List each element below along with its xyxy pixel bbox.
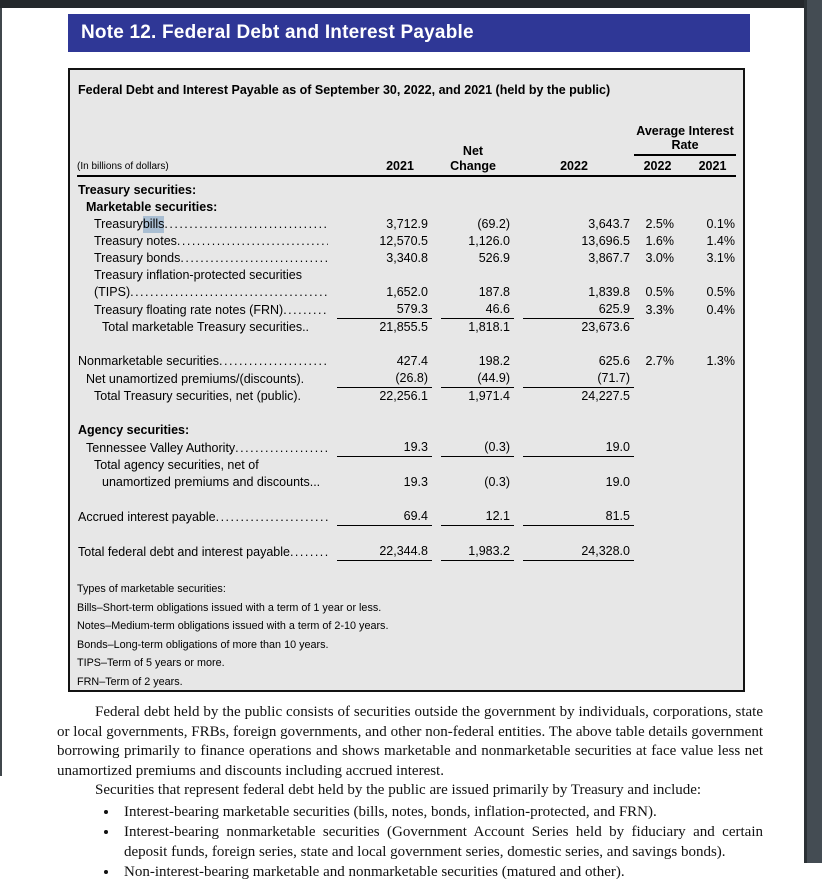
value-cell: 1,126.0: [468, 234, 510, 248]
highlighted-text: bills: [142, 217, 165, 231]
row-label: Total Treasury securities, net (public).: [94, 389, 302, 403]
value-cell: (44.9): [441, 370, 514, 388]
table-row: [77, 301, 736, 319]
bullet-item: • Interest-bearing marketable securities (bills, notes, bonds, inflation-protected, and FRN).: [119, 803, 763, 823]
section-row: Marketable securities:: [86, 200, 218, 214]
row-spacer: [77, 405, 736, 422]
table-footnotes: [77, 580, 736, 692]
securities-bullet-list: [57, 803, 763, 883]
dot-leader: [290, 544, 328, 561]
rate-column-header-2021: 2021: [698, 159, 727, 173]
value-cell: 22,256.1: [379, 389, 428, 403]
value-cell: 19.3: [403, 475, 428, 489]
row-label: Total marketable Treasury securities..: [102, 320, 310, 334]
value-cell: 46.6: [441, 301, 514, 319]
row-label: Accrued interest payable .....: [77, 509, 328, 526]
row-label-top: Total agency securities, net of: [94, 458, 259, 472]
table-row: [77, 543, 736, 561]
value-cell: 1.4%: [706, 234, 735, 248]
value-cell: 427.4: [396, 354, 428, 368]
dot-leader: [219, 353, 328, 370]
table-footnote: FRN–Term of 2 years.: [77, 675, 183, 688]
unit-label: (In billions of dollars): [77, 161, 169, 172]
value-cell: (0.3): [484, 475, 510, 489]
value-cell: 12,570.5: [379, 234, 428, 248]
value-cell: 3,712.9: [386, 217, 428, 231]
table-row: [77, 250, 736, 267]
row-label: unamortized premiums and discounts...: [102, 475, 321, 489]
value-cell: 2.7%: [645, 354, 674, 368]
rate-column-header-2022: 2022: [643, 159, 672, 173]
table-footnote: Bills–Short-term obligations issued with a term of 1 year or less.: [77, 601, 382, 614]
table-footnote: Bonds–Long-term obligations of more than 10 years.: [77, 638, 329, 651]
table-footnote: Notes–Medium-term obligations issued with a term of 2-10 years.: [77, 620, 389, 633]
body-paragraph-2: Securities that represent federal debt held by the public are issued primarily by Treasury and include:: [95, 782, 702, 798]
row-label: Treasury floating rate notes (FRN) .....: [77, 302, 328, 319]
table-row: [77, 353, 736, 370]
row-label: Tennessee Valley Authority .....: [77, 440, 328, 457]
value-cell: 21,855.5: [379, 320, 428, 334]
dot-leader: [164, 216, 328, 233]
dot-leader: [216, 509, 328, 526]
value-cell: 23,673.6: [581, 320, 630, 334]
value-cell: 1,839.8: [588, 285, 630, 299]
value-cell: (0.3): [441, 439, 514, 457]
row-label: Nonmarketable securities .....: [77, 353, 328, 370]
value-cell: 3.3%: [645, 303, 674, 317]
value-cell: 3,340.8: [386, 251, 428, 265]
value-cell: 24,227.5: [581, 389, 630, 403]
value-cell: 19.0: [523, 439, 634, 457]
value-cell: 3.0%: [645, 251, 674, 265]
column-header-2021: 2021: [386, 158, 414, 173]
value-cell: 1.6%: [645, 234, 674, 248]
value-cell: 625.9: [523, 301, 634, 319]
dot-leader: [177, 233, 328, 250]
value-cell: 0.5%: [706, 285, 735, 299]
value-cell: 3,867.7: [588, 251, 630, 265]
value-cell: 22,344.8: [337, 543, 432, 561]
avg-interest-rate-title: Average Interest Rate: [634, 124, 736, 157]
dot-leader: [180, 250, 328, 267]
table-row: [77, 233, 736, 250]
table-row: [77, 388, 736, 405]
note-banner: [68, 14, 750, 52]
value-cell: 625.6: [598, 354, 630, 368]
federal-debt-table: [68, 68, 745, 692]
value-cell: (26.8): [337, 370, 432, 388]
row-label: (TIPS) .....: [77, 284, 328, 301]
row-label-top: Treasury inflation-protected securities: [94, 268, 302, 282]
dot-leader: [235, 440, 328, 457]
table-row: [77, 284, 736, 301]
table-row: [77, 508, 736, 526]
table-row: [77, 439, 736, 457]
value-cell: 69.4: [337, 508, 432, 526]
viewer-right-edge: [804, 0, 822, 863]
value-cell: 3,643.7: [588, 217, 630, 231]
value-cell: 198.2: [478, 354, 510, 368]
body-paragraph-1: Federal debt held by the public consists of securities outside the government by individuals, corporations, state or local governments, FRBs, foreign governments, and other non-federal entities. The above table details government borrowing primarily to finance operations and shows marketable and nonmarketable securities at face value less net unamortized premiums and discounts including accrued interest.: [57, 704, 763, 779]
section-row: Treasury securities:: [78, 183, 197, 197]
value-cell: 187.8: [478, 285, 510, 299]
note-title: Note 12. Federal Debt and Interest Payable: [81, 22, 474, 43]
value-cell: 19.3: [337, 439, 432, 457]
bullet-item: • Non-interest-bearing marketable and nonmarketable securities (matured and other).: [119, 863, 763, 883]
value-cell: 3.1%: [706, 251, 735, 265]
value-cell: 0.1%: [706, 217, 735, 231]
value-cell: 1,818.1: [468, 320, 510, 334]
table-row: [77, 216, 736, 233]
value-cell: 1.3%: [706, 354, 735, 368]
row-spacer: [77, 526, 736, 543]
row-spacer: [77, 491, 736, 508]
value-cell: 19.0: [605, 475, 630, 489]
viewer-top-edge: [0, 0, 822, 8]
row-spacer: [77, 336, 736, 353]
row-label: Net unamortized premiums/(discounts).: [86, 372, 305, 386]
value-cell: (71.7): [523, 370, 634, 388]
table-title: Federal Debt and Interest Payable as of September 30, 2022, and 2021 (held by the public): [78, 83, 611, 97]
row-label: Treasury notes .....: [77, 233, 328, 250]
avg-interest-rate-group: [634, 124, 736, 174]
table-row: [77, 319, 736, 336]
value-cell: (69.2): [477, 217, 510, 231]
value-cell: 13,696.5: [581, 234, 630, 248]
value-cell: 81.5: [523, 508, 634, 526]
value-cell: 24,328.0: [523, 543, 634, 561]
value-cell: 1,652.0: [386, 285, 428, 299]
value-cell: 526.9: [478, 251, 510, 265]
table-header: [77, 117, 736, 177]
note-body: [57, 703, 763, 884]
value-cell: 2.5%: [645, 217, 674, 231]
value-cell: 1,971.4: [468, 389, 510, 403]
table-row: [77, 370, 736, 388]
value-cell: 579.3: [337, 301, 432, 319]
table-footnote: TIPS–Term of 5 years or more.: [77, 657, 225, 670]
value-cell: 0.4%: [706, 303, 735, 317]
viewer-left-edge: [0, 8, 2, 776]
value-cell: 1,983.2: [441, 543, 514, 561]
column-header-2022: 2022: [560, 158, 588, 173]
row-label: Total federal debt and interest payable .....: [77, 544, 328, 561]
dot-leader: [130, 284, 328, 301]
dot-leader: [283, 302, 328, 319]
value-cell: 12.1: [441, 508, 514, 526]
value-cell: 0.5%: [645, 285, 674, 299]
bullet-item: • Interest-bearing nonmarketable securities (Government Account Series held by fiduciary and certain deposit funds, foreign series, state and local government series, domestic series, and savings bonds).: [119, 823, 763, 862]
section-row: Agency securities:: [78, 423, 190, 437]
table-footnote: Types of marketable securities:: [77, 583, 226, 595]
table-rows: [77, 182, 736, 561]
row-label: Treasury bills .....: [77, 216, 328, 233]
column-header-net-change: Net Change: [450, 144, 496, 173]
row-label: Treasury bonds .....: [77, 250, 328, 267]
table-row: [77, 474, 736, 491]
